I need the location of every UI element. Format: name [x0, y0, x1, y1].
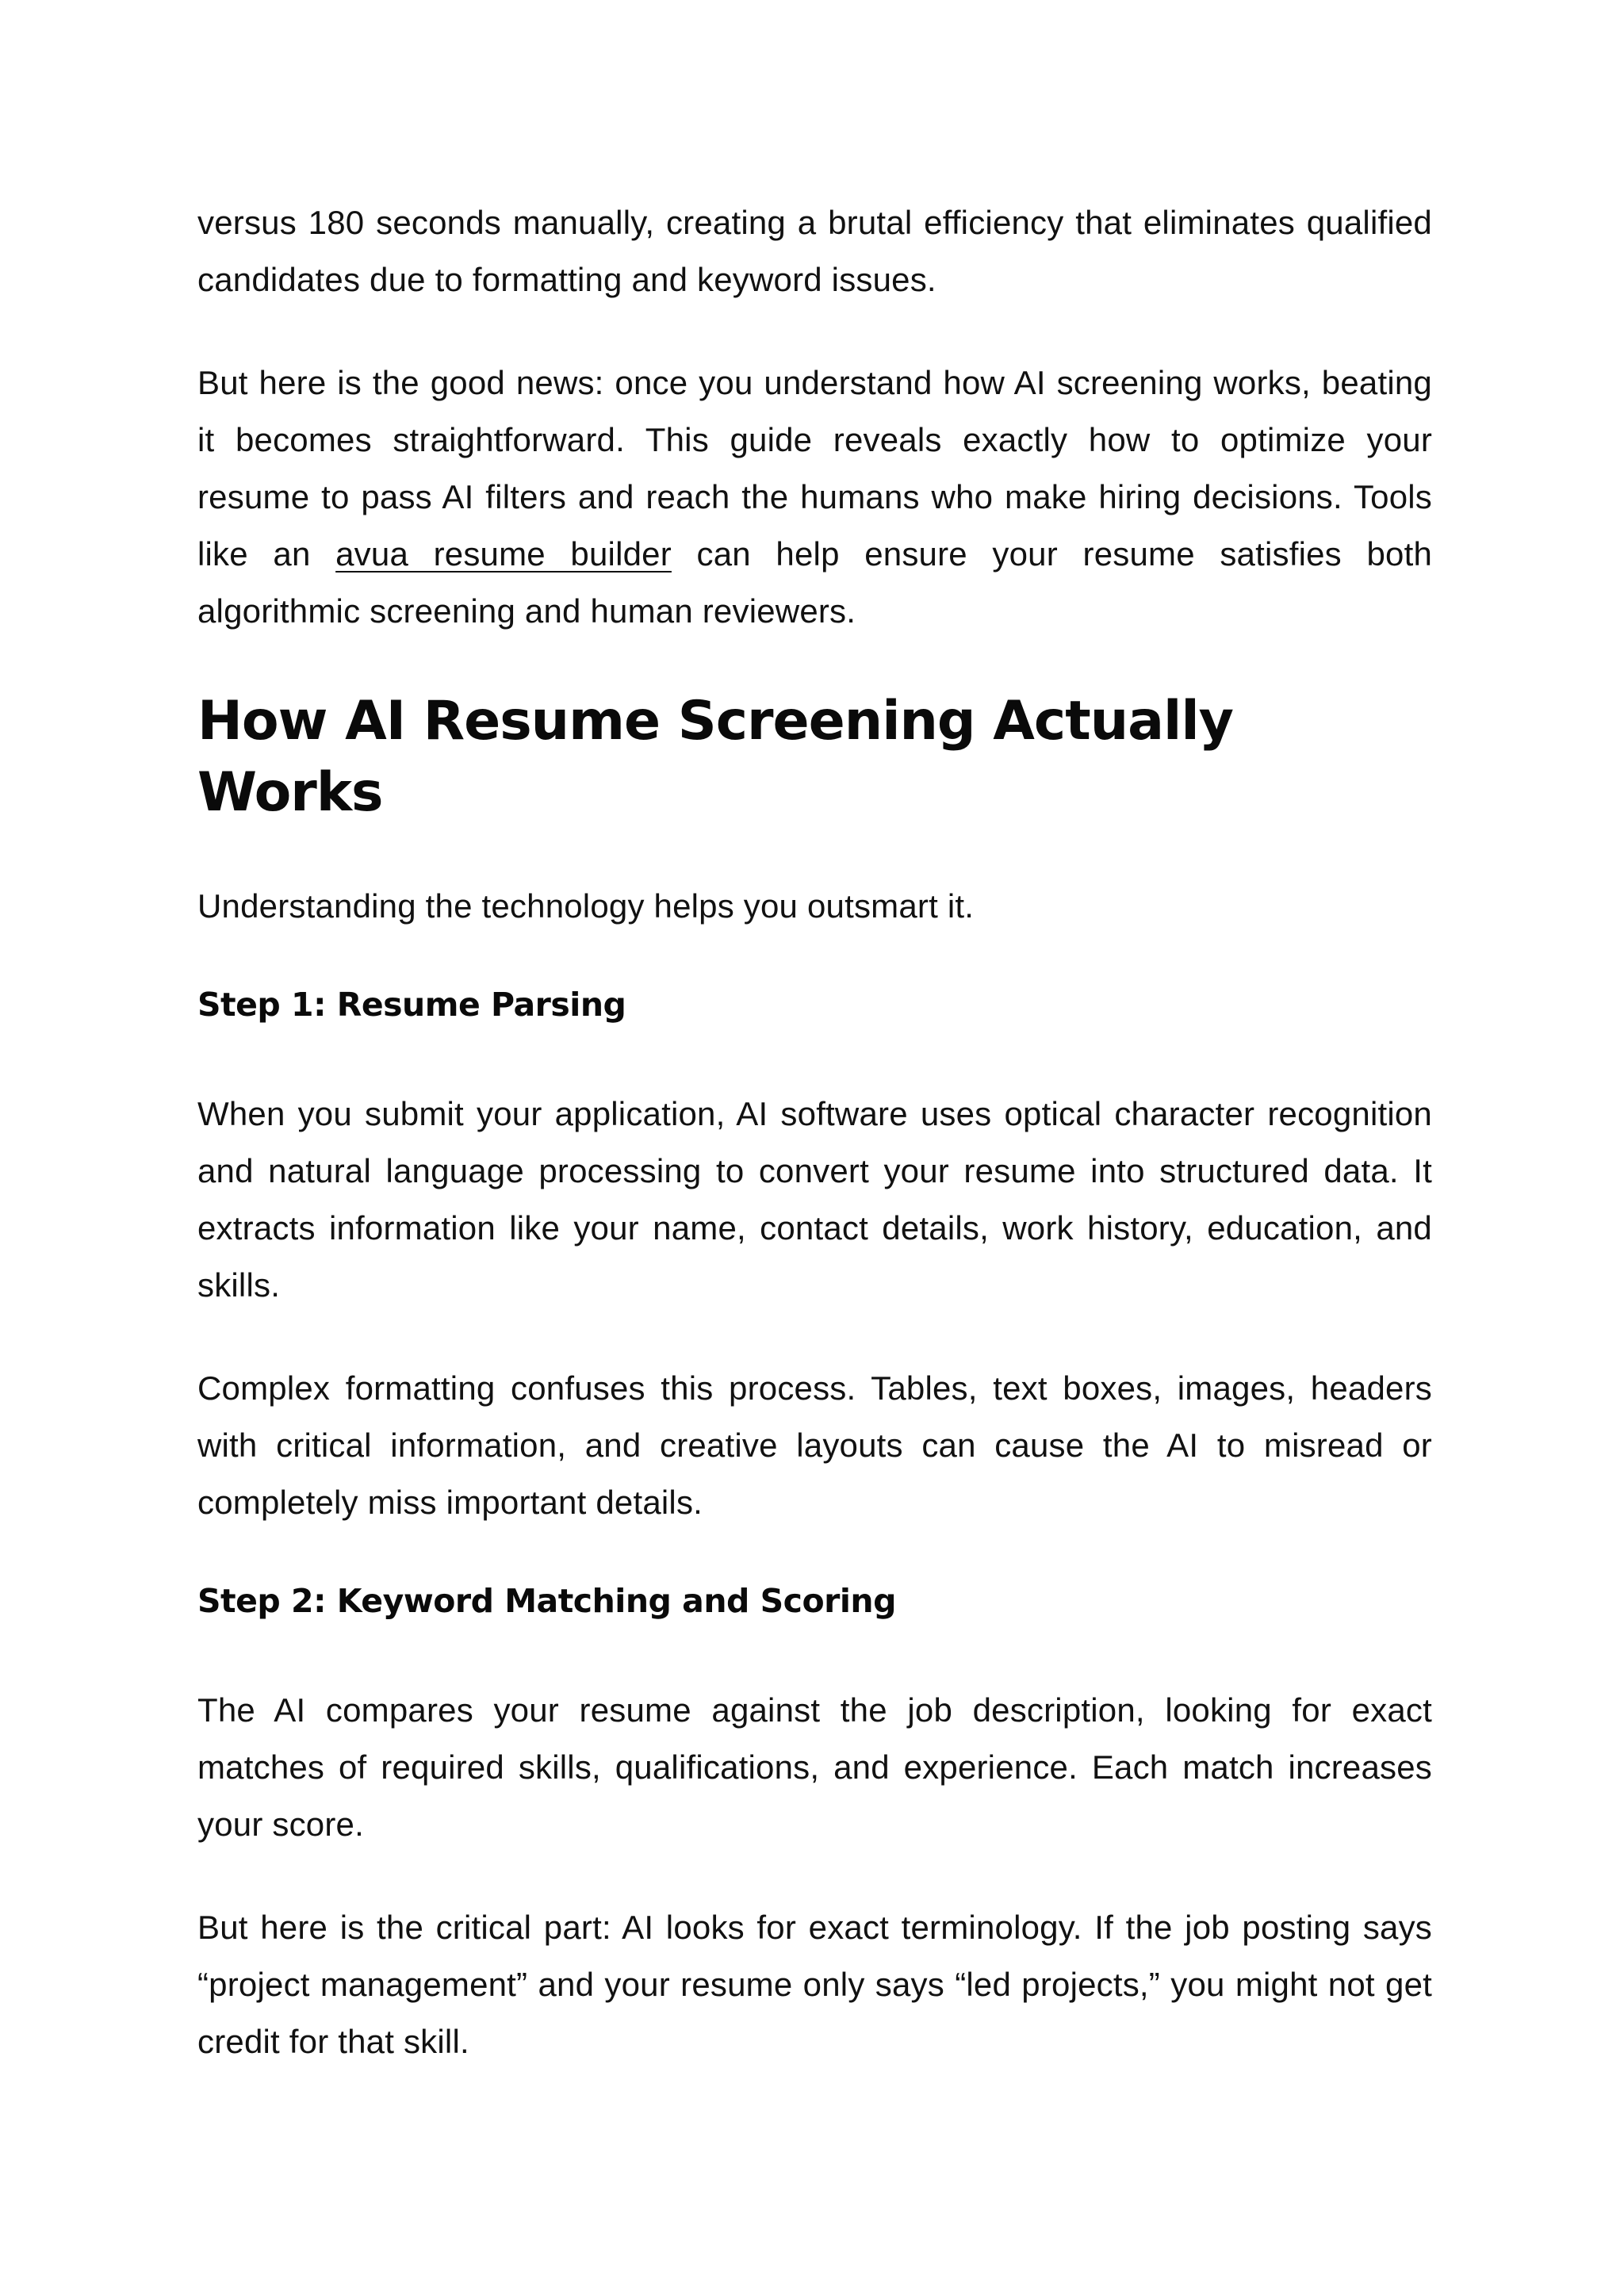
step-2-paragraph-1: The AI compares your resume against the job description, looking for exact matches of required skills, qualifications, and experience. Each match increases your score. — [197, 1691, 1432, 1843]
step-1-heading: Step 1: Resume Parsing — [197, 986, 626, 1024]
section-lead-paragraph: Understanding the technology helps you outsmart it. — [197, 887, 975, 925]
step-2-paragraph-2: But here is the critical part: AI looks for exact terminology. If the job posting says “project management” and your resume only says “led projects,” you might not get credit for that skill. — [197, 1909, 1432, 2060]
step-1-paragraph-1: When you submit your application, AI software uses optical character recognition and natural language processing to convert your resume into structured data. It extracts information like your name, contact details, work history, education, and skills. — [197, 1095, 1432, 1304]
step-2-heading: Step 2: Keyword Matching and Scoring — [197, 1582, 896, 1620]
step-1-paragraph-2: Complex formatting confuses this process. Tables, text boxes, images, headers with critical information, and creative layouts can cause the AI to misread or completely miss important details. — [197, 1369, 1432, 1521]
intro-paragraph-2-text-before: But here is the good news: once you understand how AI screening works, beating it becomes straightforward. This guide reveals exactly how to optimize your resume to pass AI filters and reach the humans who make hiring decisions. Tools like an — [197, 364, 1432, 573]
avua-resume-builder-link[interactable]: avua resume builder — [335, 535, 672, 573]
document-page — [197, 194, 1432, 2116]
intro-paragraph-2 — [197, 354, 1432, 640]
intro-paragraph-1: versus 180 seconds manually, creating a brutal efficiency that eliminates qualified candidates due to formatting and keyword issues. — [197, 204, 1432, 298]
section-heading: How AI Resume Screening Actually Works — [197, 690, 1233, 824]
intro-paragraph-2-text-after: can help ensure your resume satisfies both algorithmic screening and human reviewers. — [197, 535, 1433, 630]
